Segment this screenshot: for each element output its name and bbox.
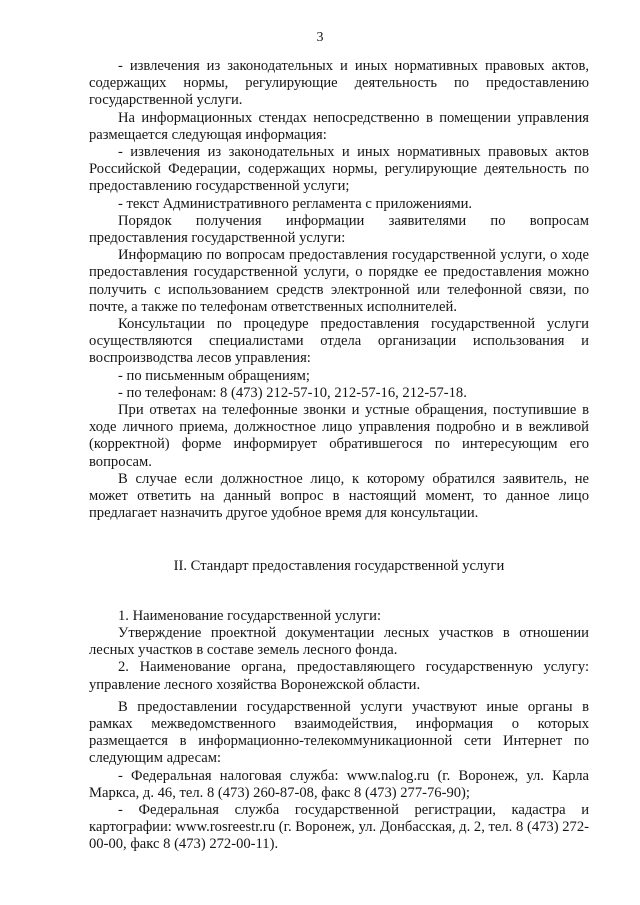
paragraph: Информацию по вопросам предоставления государственной услуги, о ходе предоставления государственной услуги, о порядке ее предоставления можно получить с использованием средств электронной или телефонной связи, по почте, а также по телефонам ответственных исполнителей. [89,247,589,315]
paragraph: - извлечения из законодательных и иных нормативных правовых актов Российской Федерации, содержащих нормы, регулирующие деятельность по предоставлению государственной услуги; [89,144,589,195]
order-word: Порядок [118,212,172,229]
paragraph: Консультации по процедуре предоставления государственной услуги осуществляются специалистами отдела организации использования и воспроизводства лесов управления: [89,316,589,367]
order-word: заявителями [388,212,467,229]
order-line [89,213,589,230]
paragraph: В предоставлении государственной услуги участвуют иные органы в рамках межведомственного взаимодействия, информация о которых размещается в информационно-телекоммуникационной сети Интернет по следующим адресам: [89,698,589,767]
order-line-continuation: предоставления государственной услуги: [89,230,346,247]
paragraph: В случае если должностное лицо, к которому обратился заявитель, не может ответить на данный вопрос в настоящий момент, то данное лицо предлагает назначить другое удобное время для консультации. [89,470,589,522]
paragraph: 1. Наименование государственной услуги: [118,607,382,624]
paragraph: - извлечения из законодательных и иных нормативных правовых актов, содержащих нормы, регулирующие деятельность по предоставлению государственной услуги. [89,58,589,109]
paragraph: При ответах на телефонные звонки и устные обращения, поступившие в ходе личного приема, должностное лицо управления подробно и в вежливой (корректной) форме информирует обратившегося по интересующим его вопросам. [89,402,589,470]
order-word: получения [195,212,262,229]
paragraph: - Федеральная налоговая служба: www.nalog.ru (г. Воронеж, ул. Карла Маркса, д. 46, тел. 8 (473) 260-87-08, факс 8 (473) 277-76-90); [89,767,589,801]
paragraph: Утверждение проектной документации лесных участков в отношении лесных участков в составе земель лесного фонда. [89,624,589,659]
paragraph: 2. Наименование органа, предоставляющего государственную услугу: управление лесного хозяйства Воронежской области. [89,659,589,693]
paragraph: - по письменным обращениям; [118,367,310,384]
order-word: информации [285,212,365,229]
document-body [89,58,589,854]
paragraph: - Федеральная служба государственной регистрации, кадастра и картографии: www.rosreestr.ru (г. Воронеж, ул. Донбасская, д. 2, тел. 8 (473) 272-00-00, факс 8 (473) 272-00-11). [89,801,589,853]
paragraph: - по телефонам: 8 (473) 212-57-10, 212-57-16, 212-57-18. [118,384,467,401]
paragraph: - текст Административного регламента с приложениями. [118,195,473,212]
page-number: 3 [316,30,324,45]
section-heading: II. Стандарт предоставления государственной услуги [173,558,505,575]
order-word: вопросам [529,212,589,229]
order-word: по [490,212,506,229]
paragraph: На информационных стендах непосредственно в помещении управления размещается следующая информация: [89,109,589,143]
